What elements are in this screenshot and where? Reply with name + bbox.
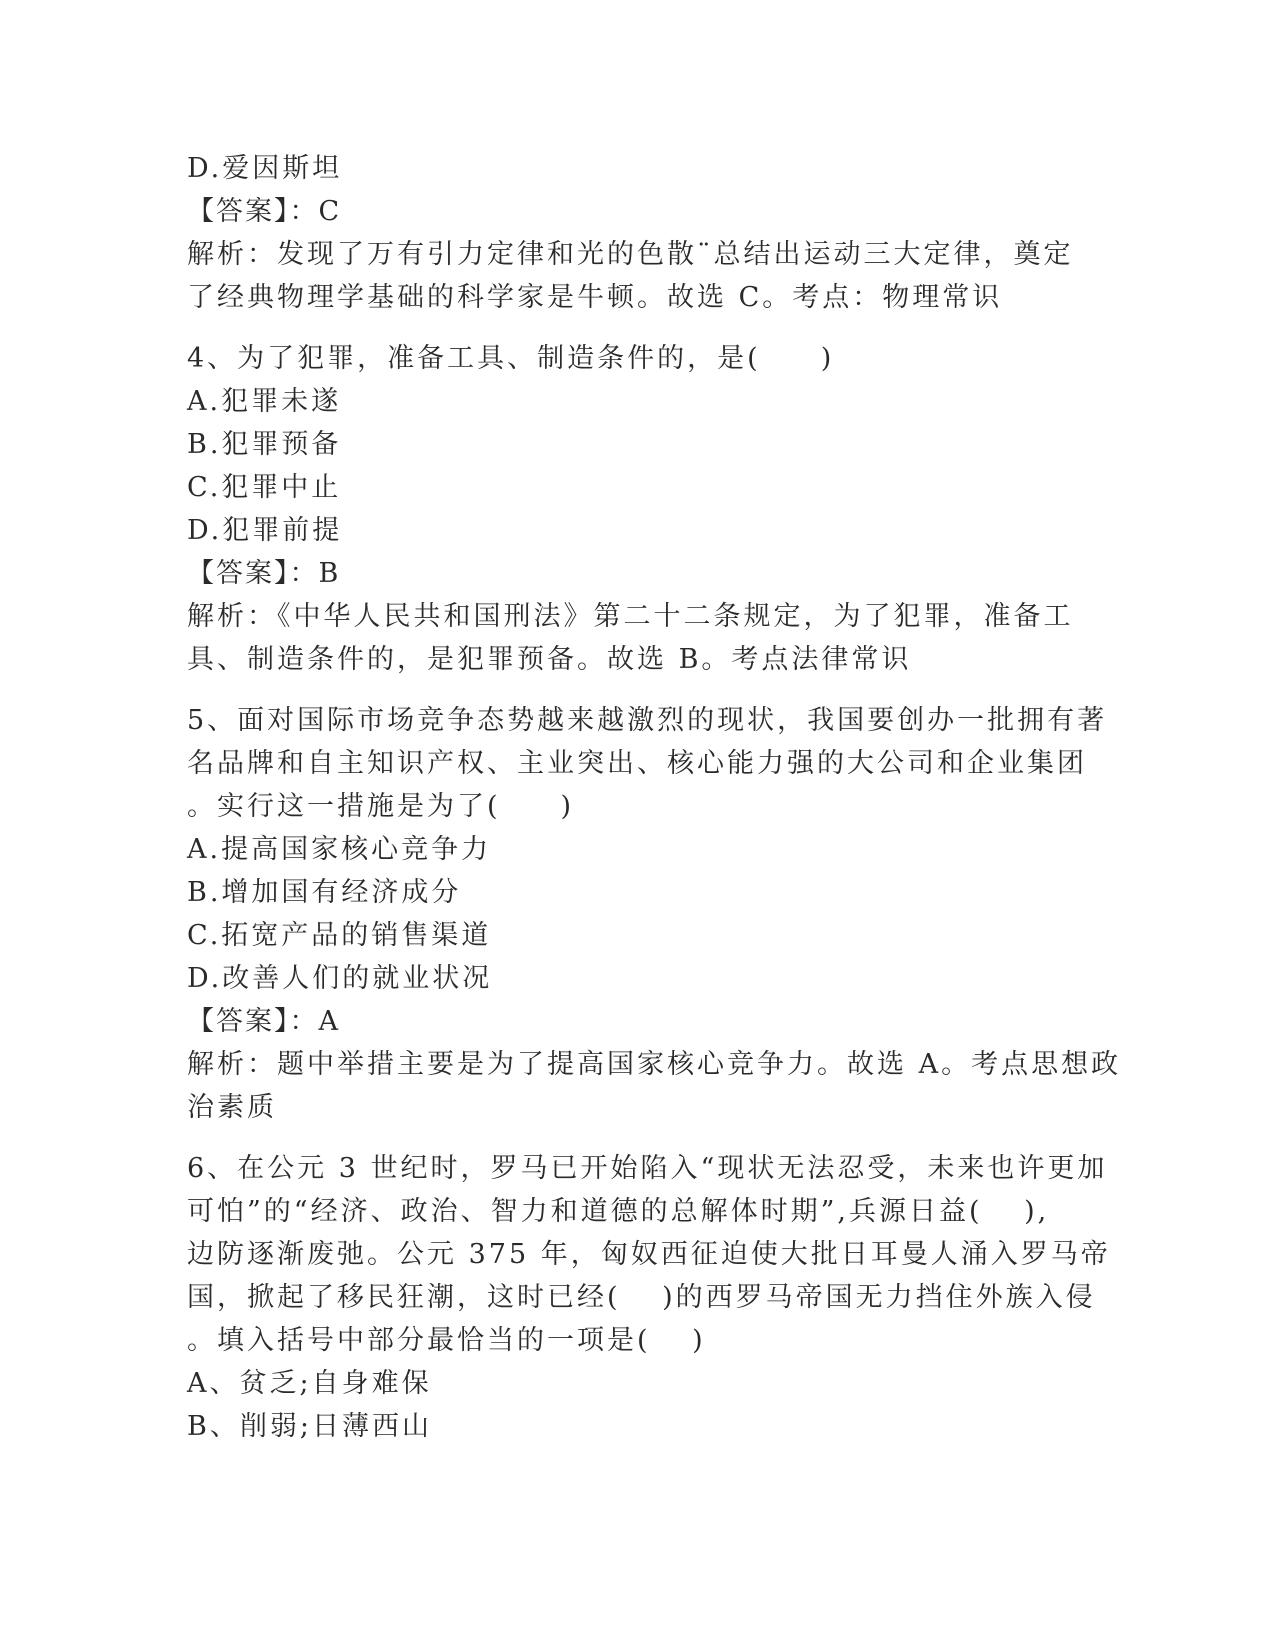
question-stem: 名品牌和自主知识产权、主业突出、核心能力强的大公司和企业集团 bbox=[187, 748, 1087, 779]
question-stem: 国，掀起了移民狂潮，这时已经( )的西罗马帝国无力挡住外族入侵 bbox=[187, 1282, 1096, 1313]
document-page bbox=[187, 147, 1122, 1448]
question-5 bbox=[187, 699, 1122, 1129]
option-a: A.提高国家核心竞争力 bbox=[187, 834, 492, 865]
question-stem: 6、在公元 3 世纪时，罗马已开始陷入“现状无法忍受，未来也许更加 bbox=[187, 1153, 1108, 1184]
answer: 【答案】：C bbox=[187, 196, 342, 227]
explanation-line: 解析：发现了万有引力定律和光的色散¨总结出运动三大定律，奠定 bbox=[187, 239, 1074, 270]
question-stem: 5、面对国际市场竞争态势越来越激烈的现状，我国要创办一批拥有著 bbox=[187, 705, 1108, 736]
explanation-line: 了经典物理学基础的科学家是牛顿。故选 C。考点：物理常识 bbox=[187, 282, 1003, 313]
option-b: B.增加国有经济成分 bbox=[187, 877, 462, 908]
question-stem: 。填入括号中部分最恰当的一项是( ) bbox=[187, 1325, 706, 1356]
option-b: B.犯罪预备 bbox=[187, 429, 342, 460]
question-stem: 边防逐渐废弛。公元 375 年，匈奴西征迫使大批日耳曼人涌入罗马帝 bbox=[187, 1239, 1111, 1270]
question-3-tail bbox=[187, 147, 1097, 319]
answer: 【答案】：B bbox=[187, 558, 341, 589]
option-a: A.犯罪未遂 bbox=[187, 386, 342, 417]
option-c: C.犯罪中止 bbox=[187, 472, 342, 503]
option-c: C.拓宽产品的销售渠道 bbox=[187, 920, 492, 951]
explanation-line: 解析：《中华人民共和国刑法》第二十二条规定，为了犯罪，准备工 bbox=[187, 601, 1074, 632]
option-d: D.改善人们的就业状况 bbox=[187, 963, 493, 994]
option-d: D.爱因斯坦 bbox=[187, 153, 343, 184]
explanation-line: 治素质 bbox=[187, 1092, 277, 1123]
question-stem: 可怕”的“经济、政治、智力和道德的总解体时期”,兵源日益( ), bbox=[187, 1196, 1050, 1227]
answer: 【答案】：A bbox=[187, 1006, 340, 1037]
option-b: B、削弱;日薄西山 bbox=[187, 1411, 432, 1442]
option-d: D.犯罪前提 bbox=[187, 515, 343, 546]
question-stem: 。实行这一措施是为了( ) bbox=[187, 791, 575, 822]
question-stem: 4、为了犯罪，准备工具、制造条件的，是( ) bbox=[187, 343, 835, 374]
question-4 bbox=[187, 337, 1097, 681]
explanation-line: 具、制造条件的，是犯罪预备。故选 B。考点法律常识 bbox=[187, 644, 912, 675]
explanation-line: 解析：题中举措主要是为了提高国家核心竞争力。故选 A。考点思想政 bbox=[187, 1049, 1122, 1080]
option-a: A、贫乏;自身难保 bbox=[187, 1368, 432, 1399]
question-6 bbox=[187, 1147, 1111, 1448]
